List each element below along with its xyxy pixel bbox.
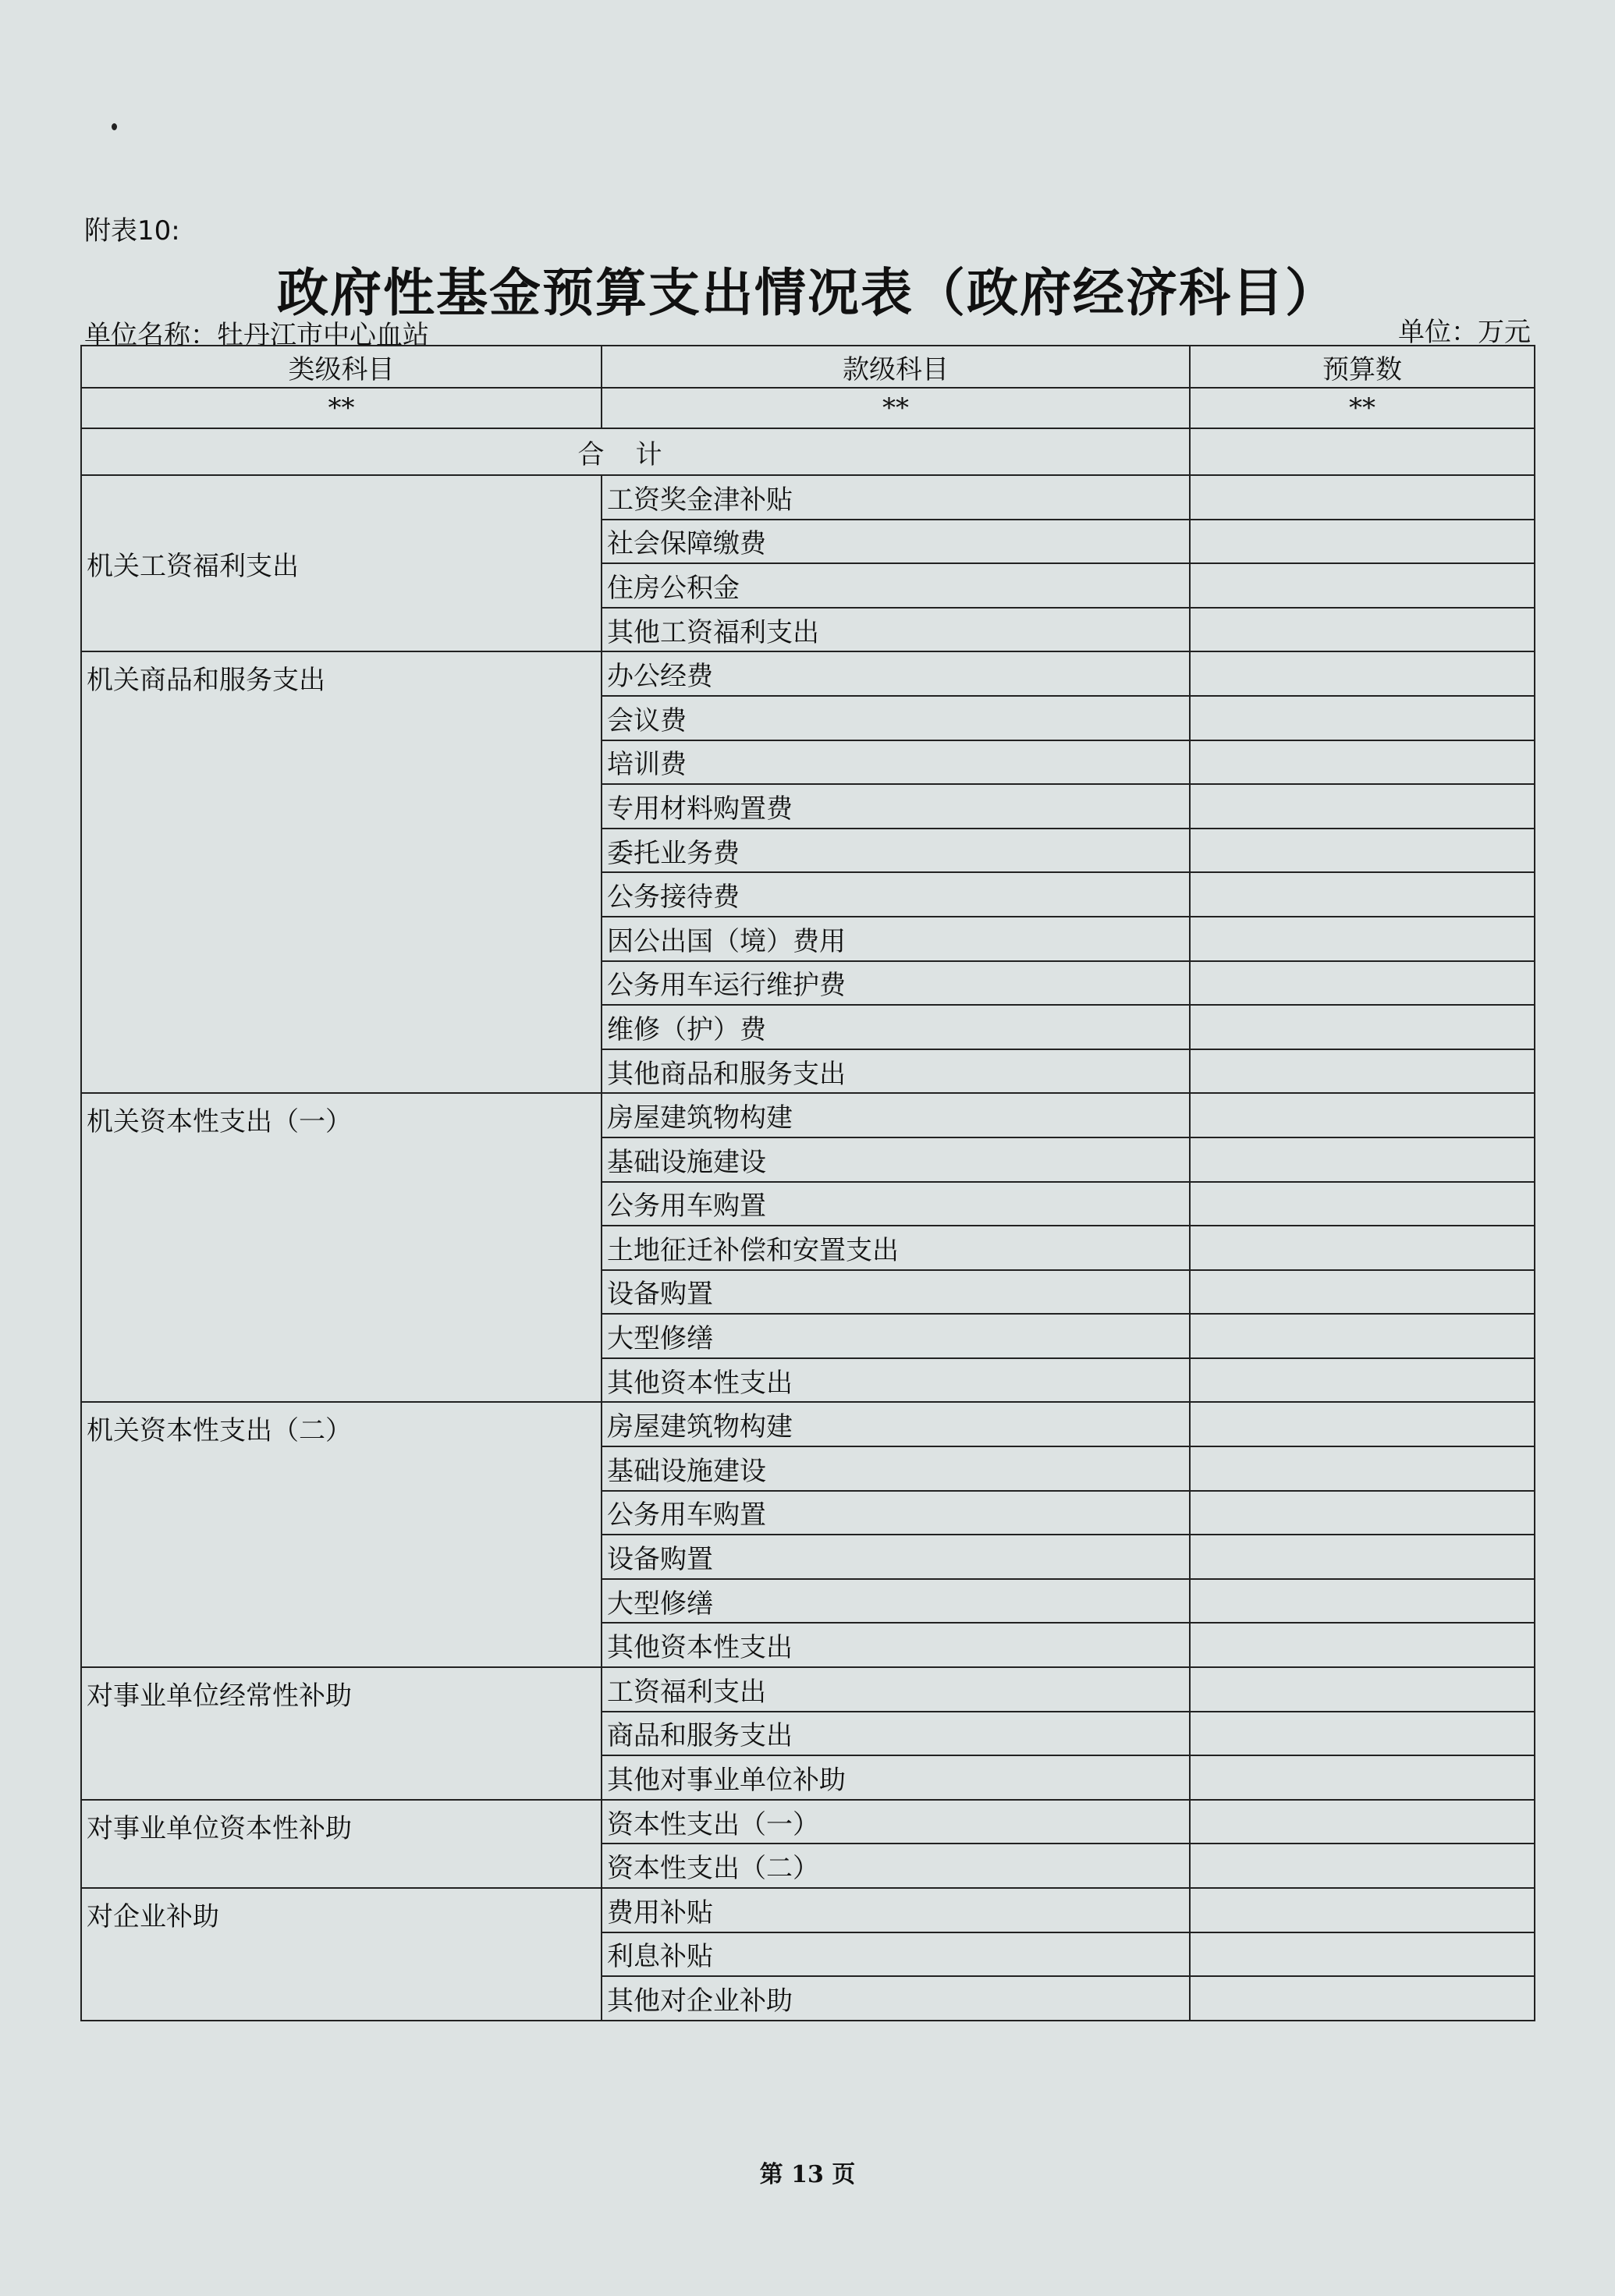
budget-cell: [1190, 1491, 1535, 1535]
item-cell: 其他对事业单位补助: [602, 1755, 1190, 1800]
budget-cell: [1190, 1093, 1535, 1137]
item-cell: 其他工资福利支出: [602, 608, 1190, 652]
budget-cell: [1190, 1270, 1535, 1315]
budget-cell: [1190, 1712, 1535, 1756]
category-cell: 机关资本性支出（二）: [81, 1402, 602, 1667]
budget-cell: [1190, 1226, 1535, 1270]
item-cell: 公务接待费: [602, 872, 1190, 917]
budget-cell: [1190, 1402, 1535, 1446]
budget-cell: [1190, 872, 1535, 917]
header-row: [81, 346, 1535, 388]
column-header-budget: 预算数: [1190, 346, 1535, 388]
budget-cell: [1190, 829, 1535, 873]
item-cell: 资本性支出（一）: [602, 1800, 1190, 1844]
item-cell: 房屋建筑物构建: [602, 1402, 1190, 1446]
item-cell: 工资福利支出: [602, 1667, 1190, 1712]
item-cell: 商品和服务支出: [602, 1712, 1190, 1756]
column-header-item: 款级科目: [602, 346, 1190, 388]
budget-cell: [1190, 1755, 1535, 1800]
item-cell: 工资奖金津补贴: [602, 475, 1190, 520]
budget-cell: [1190, 961, 1535, 1006]
item-cell: 土地征迁补偿和安置支出: [602, 1226, 1190, 1270]
item-cell: 其他对企业补助: [602, 1976, 1190, 2021]
currency-unit: 单位：万元: [1398, 317, 1531, 348]
item-cell: 公务用车运行维护费: [602, 961, 1190, 1006]
unit-name: 单位名称：牡丹江市中心血站: [84, 320, 429, 351]
item-cell: 大型修缮: [602, 1579, 1190, 1624]
code-cell: **: [602, 388, 1190, 428]
budget-cell: [1190, 1182, 1535, 1226]
total-label: 合计: [81, 428, 1190, 475]
item-cell: 公务用车购置: [602, 1182, 1190, 1226]
item-cell: 因公出国（境）费用: [602, 917, 1190, 961]
category-cell: 对事业单位资本性补助: [81, 1800, 602, 1888]
item-cell: 基础设施建设: [602, 1137, 1190, 1182]
item-cell: 利息补贴: [602, 1932, 1190, 1977]
item-cell: 其他资本性支出: [602, 1623, 1190, 1667]
item-cell: 办公经费: [602, 651, 1190, 696]
table-row: [81, 1402, 1535, 1446]
table-row: [81, 475, 1535, 520]
category-cell: 对企业补助: [81, 1888, 602, 2021]
category-cell: 对事业单位经常性补助: [81, 1667, 602, 1800]
budget-cell: [1190, 1844, 1535, 1888]
budget-cell: [1190, 1800, 1535, 1844]
budget-cell: [1190, 1446, 1535, 1491]
budget-cell: [1190, 1005, 1535, 1049]
table-row: [81, 1667, 1535, 1712]
budget-cell: [1190, 651, 1535, 696]
budget-cell: [1190, 1932, 1535, 1977]
budget-cell: [1190, 696, 1535, 740]
item-cell: 专用材料购置费: [602, 784, 1190, 829]
item-cell: 其他资本性支出: [602, 1358, 1190, 1403]
item-cell: 大型修缮: [602, 1314, 1190, 1358]
budget-cell: [1190, 784, 1535, 829]
item-cell: 住房公积金: [602, 563, 1190, 608]
budget-cell: [1190, 740, 1535, 785]
table-row: [81, 1800, 1535, 1844]
item-cell: 基础设施建设: [602, 1446, 1190, 1491]
appendix-label: 附表10:: [84, 215, 180, 247]
page-title: 政府性基金预算支出情况表（政府经济科目）: [277, 263, 1338, 323]
budget-cell: [1190, 1667, 1535, 1712]
budget-cell: [1190, 1137, 1535, 1182]
item-cell: 设备购置: [602, 1270, 1190, 1315]
budget-cell: [1190, 520, 1535, 564]
table-row: [81, 1093, 1535, 1137]
budget-cell: [1190, 1049, 1535, 1094]
item-cell: 培训费: [602, 740, 1190, 785]
budget-table: [80, 345, 1535, 2021]
category-cell: 机关商品和服务支出: [81, 651, 602, 1093]
item-cell: 委托业务费: [602, 829, 1190, 873]
table-row: [81, 1888, 1535, 1932]
budget-cell: [1190, 1579, 1535, 1624]
item-cell: 公务用车购置: [602, 1491, 1190, 1535]
total-value: [1190, 428, 1535, 475]
code-row: [81, 388, 1535, 428]
item-cell: 社会保障缴费: [602, 520, 1190, 564]
item-cell: 设备购置: [602, 1535, 1190, 1579]
item-cell: 会议费: [602, 696, 1190, 740]
item-cell: 其他商品和服务支出: [602, 1049, 1190, 1094]
category-cell: 机关资本性支出（一）: [81, 1093, 602, 1402]
budget-cell: [1190, 1888, 1535, 1932]
code-cell: **: [1190, 388, 1535, 428]
page-number: 第 13 页: [759, 2161, 856, 2188]
category-cell: 机关工资福利支出: [81, 475, 602, 651]
budget-cell: [1190, 608, 1535, 652]
budget-cell: [1190, 563, 1535, 608]
item-cell: 维修（护）费: [602, 1005, 1190, 1049]
scan-dot: [112, 123, 117, 130]
budget-cell: [1190, 1623, 1535, 1667]
code-cell: **: [81, 388, 602, 428]
table-row: [81, 651, 1535, 696]
total-row: [81, 428, 1535, 475]
item-cell: 房屋建筑物构建: [602, 1093, 1190, 1137]
budget-cell: [1190, 1976, 1535, 2021]
budget-cell: [1190, 917, 1535, 961]
budget-cell: [1190, 1535, 1535, 1579]
budget-cell: [1190, 475, 1535, 520]
column-header-category: 类级科目: [81, 346, 602, 388]
item-cell: 费用补贴: [602, 1888, 1190, 1932]
budget-cell: [1190, 1358, 1535, 1403]
item-cell: 资本性支出（二）: [602, 1844, 1190, 1888]
budget-cell: [1190, 1314, 1535, 1358]
